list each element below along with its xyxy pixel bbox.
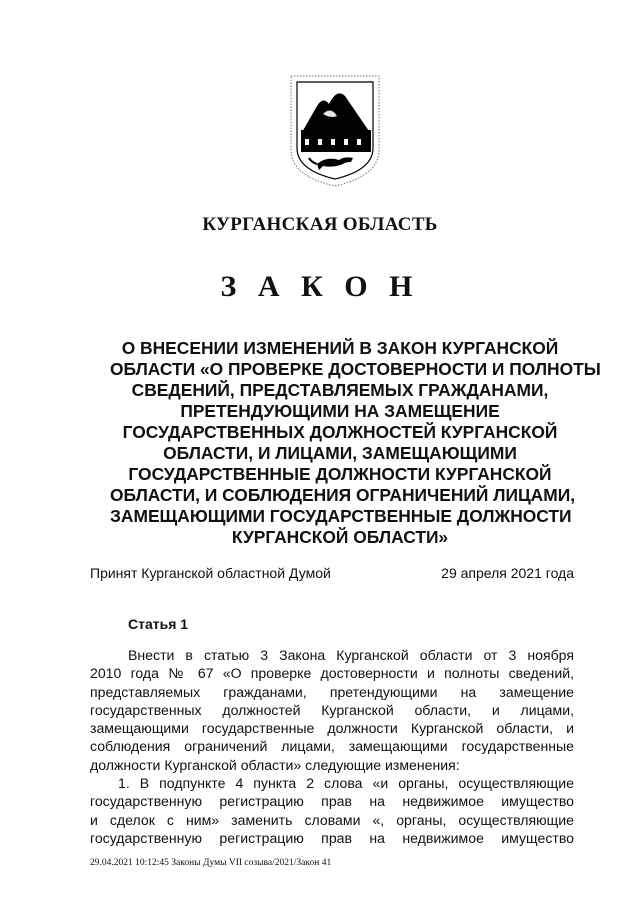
body-line: и сделок с ним» заменить словами «, органы, осуществляющие (90, 811, 574, 828)
body-line: 1. В подпункте 4 пункта 2 слова «и органы, осуществляющие (118, 775, 574, 792)
title-line: ОБЛАСТИ, И ЛИЦАМИ, ЗАМЕЩАЮЩИМИ (163, 443, 517, 463)
adoption-date: 29 апреля 2021 года (441, 565, 574, 581)
law-title (110, 338, 601, 548)
title-line: ПРЕТЕНДУЮЩИМИ НА ЗАМЕЩЕНИЕ (180, 401, 500, 421)
adopted-by: Принят Курганской областной Думой (90, 565, 331, 581)
coat-of-arms-emblem (287, 72, 383, 190)
title-line: ГОСУДАРСТВЕННЫЕ ДОЛЖНОСТИ КУРГАНСКОЙ (128, 464, 552, 484)
title-line: ЗАМЕЩАЮЩИМИ ГОСУДАРСТВЕННЫЕ ДОЛЖНОСТИ (110, 506, 572, 526)
article-body (90, 646, 574, 847)
document-type-heading: З А К О Н (220, 270, 420, 303)
title-line: ГОСУДАРСТВЕННЫХ ДОЛЖНОСТЕЙ КУРГАНСКОЙ (122, 422, 558, 442)
body-line: соблюдения ограничений лицами, замещающими государственные (90, 738, 574, 755)
title-line: КУРГАНСКОЙ ОБЛАСТИ» (231, 527, 449, 547)
body-line: замещающими государственные должности Курганской области, и (90, 720, 574, 737)
body-line: государственных должностей Курганской области, и лицами, (90, 701, 574, 718)
body-line: государственную регистрацию прав на недвижимое имущество (90, 793, 574, 810)
body-line: представляемых гражданами, претендующими на замещение (90, 683, 574, 700)
region-heading: КУРГАНСКАЯ ОБЛАСТЬ (202, 214, 438, 235)
title-line: ОБЛАСТИ, И СОБЛЮДЕНИЯ ОГРАНИЧЕНИЙ ЛИЦАМИ, (110, 485, 576, 505)
title-line: ОБЛАСТИ «О ПРОВЕРКЕ ДОСТОВЕРНОСТИ И ПОЛНОТЫ (110, 359, 601, 379)
title-line: О ВНЕСЕНИИ ИЗМЕНЕНИЙ В ЗАКОН КУРГАНСКОЙ (121, 338, 559, 358)
article-heading: Статья 1 (128, 616, 189, 632)
footer-stamp: 29.04.2021 10:12:45 Законы Думы VII созыва/2021/Закон 41 (90, 858, 332, 868)
body-line: Внести в статью 3 Закона Курганской области от 3 ноября (128, 647, 574, 663)
title-line: СВЕДЕНИЙ, ПРЕДСТАВЛЯЕМЫХ ГРАЖДАНАМИ, (131, 380, 549, 400)
body-line: 2010 года № 67 «О проверке достоверности и полноты сведений, (90, 665, 574, 682)
body-line: должности Курганской области» следующие изменения: (90, 756, 460, 773)
body-line: государственную регистрацию прав на недвижимое имущество (90, 829, 574, 846)
